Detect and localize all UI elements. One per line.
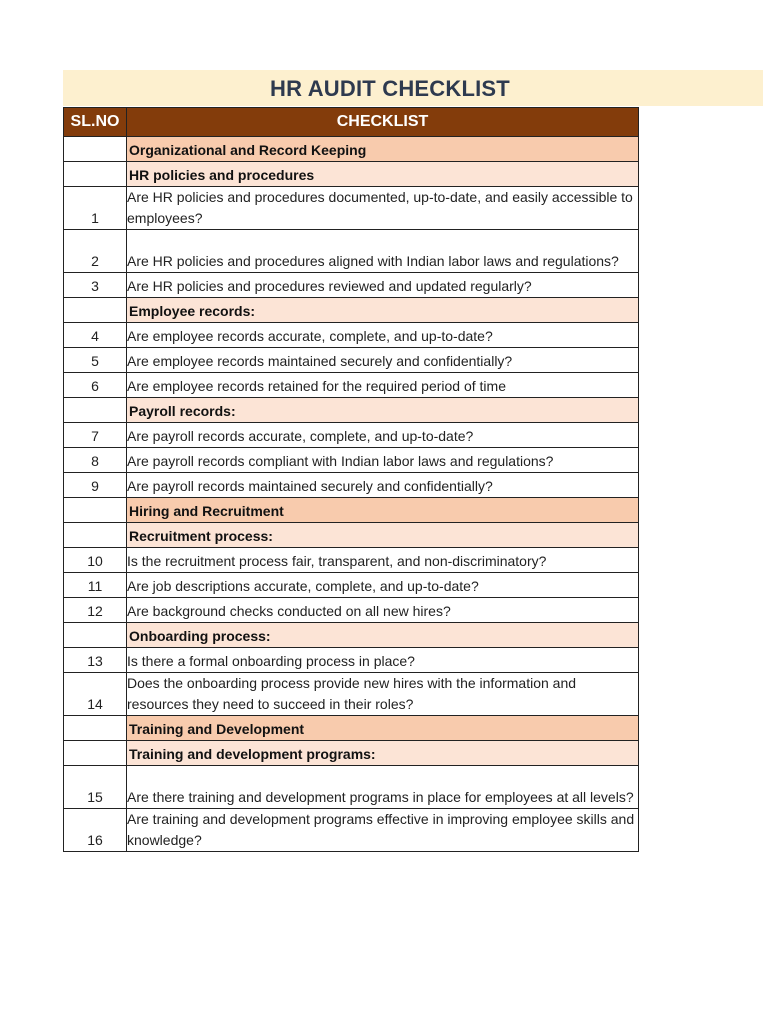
section-title: Organizational and Record Keeping [127,137,639,162]
sl-number: 2 [64,230,127,273]
checklist-question: Are payroll records compliant with Indian labor laws and regulations? [127,448,639,473]
checklist-question: Are payroll records maintained securely and confidentially? [127,473,639,498]
checklist-question: Are HR policies and procedures reviewed and updated regularly? [127,273,639,298]
checklist-question: Is the recruitment process fair, transparent, and non-discriminatory? [127,548,639,573]
table-row [64,448,639,473]
subsection-title: Employee records: [127,298,639,323]
table-row [64,648,639,673]
sl-number: 6 [64,373,127,398]
checklist-body [64,137,639,852]
table-row [64,673,639,716]
sl-number: 12 [64,598,127,623]
section-title: Training and Development [127,716,639,741]
sl-cell [64,498,127,523]
table-row [64,573,639,598]
sl-cell [64,523,127,548]
sl-number: 3 [64,273,127,298]
table-row [64,373,639,398]
checklist-question: Are training and development programs effective in improving employee skills and knowledge? [127,809,639,852]
sl-cell [64,623,127,648]
section-row [64,498,639,523]
subsection-row [64,523,639,548]
sl-cell [64,298,127,323]
checklist-question: Are background checks conducted on all new hires? [127,598,639,623]
table-row [64,323,639,348]
table-header-row [64,108,639,137]
subsection-row [64,298,639,323]
sl-number: 14 [64,673,127,716]
checklist-question: Are HR policies and procedures documented, up-to-date, and easily accessible to employees? [127,187,639,230]
checklist-question: Does the onboarding process provide new hires with the information and resources they need to succeed in their roles? [127,673,639,716]
sl-number: 16 [64,809,127,852]
checklist-question: Are there training and development programs in place for employees at all levels? [127,766,639,809]
subsection-row [64,741,639,766]
table-row [64,809,639,852]
table-row [64,548,639,573]
subsection-title: HR policies and procedures [127,162,639,187]
section-row [64,716,639,741]
checklist-question: Are HR policies and procedures aligned with Indian labor laws and regulations? [127,230,639,273]
checklist-question: Are employee records retained for the required period of time [127,373,639,398]
sl-number: 7 [64,423,127,448]
table-row [64,348,639,373]
page-title: HR AUDIT CHECKLIST [270,76,510,101]
section-title: Hiring and Recruitment [127,498,639,523]
section-row [64,137,639,162]
table-row [64,423,639,448]
table-row [64,273,639,298]
sl-number: 10 [64,548,127,573]
subsection-row [64,398,639,423]
column-header-sl-no: SL.NO [64,108,127,137]
sl-cell [64,716,127,741]
subsection-title: Onboarding process: [127,623,639,648]
sl-number: 11 [64,573,127,598]
checklist-question: Are employee records accurate, complete, and up-to-date? [127,323,639,348]
checklist-question: Are employee records maintained securely and confidentially? [127,348,639,373]
subsection-title: Payroll records: [127,398,639,423]
sl-number: 5 [64,348,127,373]
table-row [64,230,639,273]
subsection-row [64,623,639,648]
sl-number: 4 [64,323,127,348]
sl-number: 15 [64,766,127,809]
subsection-title: Recruitment process: [127,523,639,548]
sl-number: 8 [64,448,127,473]
subsection-row [64,162,639,187]
checklist-question: Are payroll records accurate, complete, and up-to-date? [127,423,639,448]
sl-number: 13 [64,648,127,673]
checklist-table [63,107,639,852]
table-row [64,766,639,809]
sl-number: 9 [64,473,127,498]
sl-cell [64,137,127,162]
table-row [64,473,639,498]
sl-cell [64,162,127,187]
checklist-question: Is there a formal onboarding process in place? [127,648,639,673]
table-row [64,187,639,230]
sl-cell [64,398,127,423]
column-header-checklist: CHECKLIST [127,108,639,137]
sl-cell [64,741,127,766]
sl-number: 1 [64,187,127,230]
subsection-title: Training and development programs: [127,741,639,766]
table-row [64,598,639,623]
checklist-question: Are job descriptions accurate, complete, and up-to-date? [127,573,639,598]
